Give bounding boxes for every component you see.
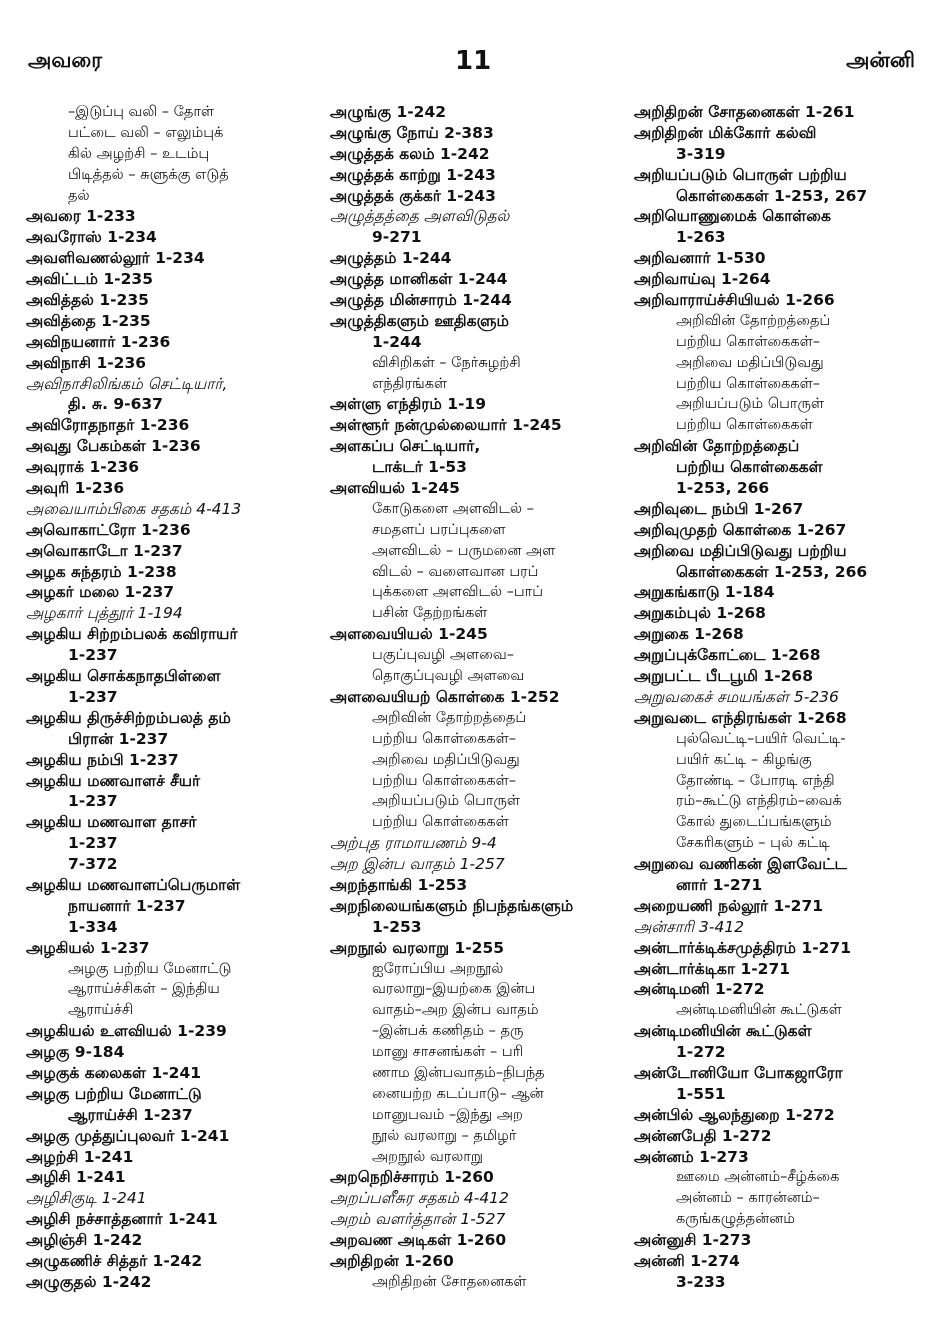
index-subtopics: மானுபவம் –இந்து அற bbox=[372, 1106, 523, 1123]
index-entry: அவொகாட்ரோ 1-236 bbox=[26, 520, 191, 539]
index-subtopics: பயிர் கட்டி – கிழங்கு bbox=[676, 751, 812, 768]
index-column-3 bbox=[634, 102, 926, 1293]
index-entry: அழுங்கு நோய் 2-383 bbox=[330, 123, 494, 142]
index-subtopics: அறிவை மதிப்பிடுவது bbox=[372, 751, 520, 768]
index-entry: அவுரி 1-236 bbox=[26, 479, 125, 498]
index-entry: அற இன்ப வாதம் 1-257 bbox=[330, 855, 505, 874]
index-entry: அறியொணுமைக் கொள்கை bbox=[634, 207, 831, 226]
index-entry-continuation: னார் 1-271 bbox=[676, 875, 763, 894]
index-entry: அறையணி நல்லூர் 1-271 bbox=[634, 896, 824, 915]
index-subtopics: னையற்ற கடப்பாடு– ஆன் bbox=[372, 1085, 544, 1102]
index-subtopics: எந்திரங்கள் bbox=[372, 375, 448, 392]
index-entry: அழகிய சிற்றம்பலக் கவிராயர் bbox=[26, 625, 238, 644]
index-entry-continuation: 3-319 bbox=[676, 144, 726, 163]
index-subtopics: அன்னம் – காரன்னம்– bbox=[676, 1190, 820, 1207]
index-entry: அளவையியல் 1-245 bbox=[330, 625, 488, 644]
index-entry: அறியப்படும் பொருள் பற்றிய bbox=[634, 165, 847, 184]
index-entry: அறிதிறன் மிக்கோர் கல்வி bbox=[634, 123, 817, 142]
index-subtopics: பற்றிய கொள்கைகள்– bbox=[372, 730, 517, 747]
index-entry: அவொகாடோ 1-237 bbox=[26, 541, 183, 560]
index-entry: அவிநாசிலிங்கம் செட்டியார், bbox=[26, 374, 228, 393]
index-entry: அழகிய மணவாளப்பெருமாள் bbox=[26, 875, 241, 894]
index-entry: அறநிலையங்களும் நிபந்தங்களும் bbox=[330, 896, 574, 915]
index-subtopics: கில் அழற்சி – உடம்பு bbox=[68, 145, 210, 162]
index-entry-continuation: 1-244 bbox=[372, 332, 422, 351]
index-subtopics: நூல் வரலாறு – தமிழர் bbox=[372, 1127, 517, 1144]
index-entry-continuation: 1-253, 266 bbox=[676, 479, 770, 498]
index-entry: அழுத்த மின்சாரம் 1-244 bbox=[330, 291, 512, 310]
index-subtopics: கோடுகளை அளவிடல் – bbox=[372, 500, 534, 517]
index-subtopics: பற்றிய கொள்கைகள் bbox=[372, 814, 509, 831]
index-entry: அறநூல் வரலாறு 1-255 bbox=[330, 938, 505, 957]
index-entry: அன்சாரி 3-412 bbox=[634, 917, 745, 936]
index-subtopics: புல்வெட்டி–பயிர் வெட்டி- bbox=[676, 730, 846, 747]
index-entry: அவிரோதநாதர் 1-236 bbox=[26, 416, 190, 435]
index-entry: அவுராக் 1-236 bbox=[26, 458, 140, 477]
index-entry: அறுப்புக்கோட்டை 1-268 bbox=[634, 646, 821, 665]
index-entry: அழிசி 1-241 bbox=[26, 1168, 126, 1187]
index-entry-continuation: 9-271 bbox=[372, 228, 422, 247]
index-entry: அன்டிமனியின் கூட்டுகள் bbox=[634, 1022, 812, 1041]
index-entry: அழகுக் கலைகள் 1-241 bbox=[26, 1063, 202, 1082]
index-entry: அழுகணிச் சித்தர் 1-242 bbox=[26, 1251, 203, 1270]
index-entry: அழுங்கு 1-242 bbox=[330, 103, 447, 121]
index-subtopics: சேகரிகளும் – புல் கட்டி bbox=[676, 835, 830, 852]
index-entry-continuation: 7-372 bbox=[68, 855, 118, 874]
index-entry: அழகிய திருச்சிற்றம்பலத் தம் bbox=[26, 708, 231, 727]
index-subtopics: அறிவை மதிப்பிடுவது bbox=[676, 354, 824, 371]
index-entry: அழற்சி 1-241 bbox=[26, 1147, 134, 1166]
index-entry: அறிவின் தோற்றத்தைப் bbox=[634, 437, 800, 456]
index-entry: அவித்தல் 1-235 bbox=[26, 291, 149, 310]
index-subtopics: ஆராய்ச்சி bbox=[68, 1002, 134, 1019]
index-entry: அவரை 1-233 bbox=[26, 207, 136, 226]
index-entry: அழுத்த மானிகள் 1-244 bbox=[330, 270, 508, 289]
index-entry: அழிசி நச்சாத்தனார் 1-241 bbox=[26, 1210, 218, 1229]
index-entry: அறுவடை எந்திரங்கள் 1-268 bbox=[634, 708, 847, 727]
index-subtopics: பசின் தேற்றங்கள் bbox=[372, 605, 488, 622]
index-subtopics: தல் bbox=[68, 187, 90, 204]
index-subtopics: அறநூல் வரலாறு bbox=[372, 1148, 483, 1165]
index-entry: அழுத்தக் காற்று 1-243 bbox=[330, 165, 496, 184]
index-entry: அவிநாசி 1-236 bbox=[26, 353, 147, 372]
index-subtopics: ஆராய்ச்சிகள் – இந்திய bbox=[68, 981, 220, 998]
index-entry: அறுபட்ட பீடபூமி 1-268 bbox=[634, 667, 813, 686]
index-subtopics: கோல் துடைப்பங்களும் bbox=[676, 814, 832, 831]
index-entry-continuation: 1-237 bbox=[68, 792, 118, 811]
index-entry: அறம் வளர்த்தான் 1-527 bbox=[330, 1210, 506, 1229]
index-entry: அறிதிறன் 1-260 bbox=[330, 1251, 454, 1270]
index-entry: அழுகுதல் 1-242 bbox=[26, 1272, 152, 1291]
index-entry-continuation: 1-272 bbox=[676, 1043, 726, 1062]
index-entry: அழகிய சொக்கநாதபிள்ளை bbox=[26, 667, 221, 686]
index-entry: அழகு முத்துப்புலவர் 1-241 bbox=[26, 1126, 230, 1145]
index-entry-continuation: கொள்கைகள் 1-253, 267 bbox=[676, 186, 868, 205]
index-entry: அறிவாராய்ச்சியியல் 1-266 bbox=[634, 291, 835, 310]
index-entry: அறுகை 1-268 bbox=[634, 625, 744, 644]
index-subtopics: பற்றிய கொள்கைகள்– bbox=[676, 375, 821, 392]
index-entry: அழிஞ்சி 1-242 bbox=[26, 1231, 143, 1250]
index-subtopics: அழகு பற்றிய மேனாட்டு bbox=[68, 960, 232, 977]
index-entry: அறிவனார் 1-530 bbox=[634, 249, 766, 268]
index-entry: அறிவாய்வு 1-264 bbox=[634, 270, 771, 289]
index-subtopics: கருங்கழுத்தன்னம் bbox=[676, 1211, 795, 1228]
index-entry-continuation: தி. சு. 9-637 bbox=[68, 395, 163, 414]
index-subtopics: அறியப்படும் பொருள் bbox=[676, 396, 824, 413]
index-entry: அழகிய மணவாள தாசர் bbox=[26, 813, 197, 832]
index-subtopics: –இன்பக் கணிதம் – தரு bbox=[372, 1023, 524, 1040]
index-subtopics: தோண்டி – போரடி எந்தி bbox=[676, 772, 835, 789]
index-entry: அழகு பற்றிய மேனாட்டு bbox=[26, 1084, 202, 1103]
index-entry: அறுகம்புல் 1-268 bbox=[634, 604, 766, 623]
index-subtopics: ஊமை அன்னம்–சீழ்க்கை bbox=[676, 1169, 840, 1186]
index-entry: அறுகங்காடு 1-184 bbox=[634, 583, 775, 602]
index-entry: அழகியல் 1-237 bbox=[26, 938, 150, 957]
index-subtopics: அறிதிறன் சோதனைகள் bbox=[372, 1273, 527, 1290]
index-entry: அழுத்திகளும் ஊதிகளும் bbox=[330, 311, 509, 330]
index-subtopics: –இடுப்பு வலி – தோள் bbox=[68, 104, 214, 120]
index-entry: அவளிவணல்லூர் 1-234 bbox=[26, 249, 205, 268]
index-entry: அறுவை வணிகன் இளவேட்ட bbox=[634, 855, 847, 874]
index-entry: அறிதிறன் சோதனைகள் 1-261 bbox=[634, 103, 855, 121]
index-entry-continuation: பற்றிய கொள்கைகள் bbox=[676, 458, 823, 477]
index-entry: அவரோஸ் 1-234 bbox=[26, 228, 157, 247]
index-entry-continuation: ஆராய்ச்சி 1-237 bbox=[68, 1105, 193, 1124]
index-subtopics: விசிறிகள் – நேர்சுழற்சி bbox=[372, 354, 521, 371]
index-entry: அற்புத ராமாயணம் 9-4 bbox=[330, 834, 497, 853]
index-entry-continuation: 1-237 bbox=[68, 834, 118, 853]
index-entry: அழுத்தம் 1-244 bbox=[330, 249, 452, 268]
index-entry: அவிநயனார் 1-236 bbox=[26, 332, 171, 351]
index-entry: அன்னுசி 1-273 bbox=[634, 1231, 752, 1250]
index-entry: அளவியல் 1-245 bbox=[330, 479, 460, 498]
index-entry: அழகு 9-184 bbox=[26, 1043, 125, 1062]
index-entry-continuation: 1-237 bbox=[68, 646, 118, 665]
index-subtopics: அளவிடல் – பருமனை அள bbox=[372, 542, 556, 559]
index-entry: அவுது பேகம்கள் 1-236 bbox=[26, 437, 201, 456]
index-entry: அள்ளு எந்திரம் 1-19 bbox=[330, 395, 487, 414]
index-entry-continuation: 1-253 bbox=[372, 917, 422, 936]
index-entry: அறநெறிச்சாரம் 1-260 bbox=[330, 1168, 494, 1187]
running-head-last-entry: அன்னி bbox=[846, 48, 915, 72]
index-entry: அழகார் புத்தூர் 1-194 bbox=[26, 604, 183, 623]
index-entry: அழுத்தக் கலம் 1-242 bbox=[330, 144, 490, 163]
index-subtopics: பட்டை வலி – எலும்புக் bbox=[68, 124, 224, 141]
index-subtopics: பற்றிய கொள்கைகள்– bbox=[372, 772, 517, 789]
page-number: 11 bbox=[455, 46, 492, 76]
index-entry: அழகர் மலை 1-237 bbox=[26, 583, 175, 602]
index-subtopics: அறிவின் தோற்றத்தைப் bbox=[372, 709, 527, 726]
index-subtopics: வரலாறு–இயற்கை இன்ப bbox=[372, 981, 536, 998]
index-subtopics: ஐரோப்பிய அறநூல் bbox=[372, 960, 504, 977]
index-entry: அன்டார்க்டிகா 1-271 bbox=[634, 959, 791, 978]
index-entry: அன்டார்க்டிக்சமுத்திரம் 1-271 bbox=[634, 938, 851, 957]
index-entry: அவித்தை 1-235 bbox=[26, 311, 151, 330]
index-entry: அறப்பளீசுர சதகம் 4-412 bbox=[330, 1189, 509, 1208]
index-entry: அறிவுடை நம்பி 1-267 bbox=[634, 499, 804, 518]
index-entry: அறவண அடிகள் 1-260 bbox=[330, 1231, 507, 1250]
index-entry-continuation: பிரான் 1-237 bbox=[68, 729, 169, 748]
index-subtopics: ணாம இன்பவாதம்–நிபந்த bbox=[372, 1064, 545, 1081]
index-entry-continuation: டாக்டர் 1-53 bbox=[372, 458, 467, 477]
index-entry: அறிவுமுதற் கொள்கை 1-267 bbox=[634, 520, 847, 539]
index-entry: அழகிய நம்பி 1-237 bbox=[26, 750, 179, 769]
index-subtopics: அறிவின் தோற்றத்தைப் bbox=[676, 312, 831, 329]
index-subtopics: அறியப்படும் பொருள் bbox=[372, 793, 520, 810]
index-entry: அன்டிமனி 1-272 bbox=[634, 980, 765, 999]
running-head-first-entry: அவரை bbox=[28, 48, 103, 72]
index-entry-continuation: 1-237 bbox=[68, 687, 118, 706]
index-entry: அன்பில் ஆலந்துறை 1-272 bbox=[634, 1105, 835, 1124]
index-entry-continuation: 1-334 bbox=[68, 917, 118, 936]
index-entry-continuation: நாயனார் 1-237 bbox=[68, 896, 186, 915]
index-entry: அழுத்தக் குக்கர் 1-243 bbox=[330, 186, 496, 205]
index-entry: அறுவகைச் சமயங்கள் 5-236 bbox=[634, 687, 839, 706]
index-entry: அழக சுந்தரம் 1-238 bbox=[26, 562, 177, 581]
index-entry-continuation: 1-551 bbox=[676, 1084, 726, 1103]
index-column-2 bbox=[330, 102, 622, 1293]
index-entry: அழகிய மணவாளச் சீயர் bbox=[26, 771, 201, 790]
index-subtopics: அன்டிமனியின் கூட்டுகள் bbox=[676, 1002, 842, 1019]
index-subtopics: விடல் – வளைவான பரப் bbox=[372, 563, 539, 580]
index-entry: அறந்தாங்கி 1-253 bbox=[330, 875, 468, 894]
index-subtopics: பகுப்புவழி அளவை– bbox=[372, 647, 514, 664]
index-entry: அன்னபேதி 1-272 bbox=[634, 1126, 772, 1145]
index-entry: அன்னி 1-274 bbox=[634, 1251, 740, 1270]
index-column-1 bbox=[26, 102, 316, 1293]
index-subtopics: ரம்–கூட்டு எந்திரம்–வைக் bbox=[676, 793, 842, 810]
index-entry: அழுத்தத்தை அளவிடுதல் bbox=[330, 207, 510, 226]
index-subtopics: மானு சாசனங்கள் – பரி bbox=[372, 1044, 524, 1061]
index-subtopics: பிடித்தல் – சுளுக்கு எடுத் bbox=[68, 166, 229, 183]
index-entry: அறிவை மதிப்பிடுவது பற்றிய bbox=[634, 541, 847, 560]
index-entry: அன்னம் 1-273 bbox=[634, 1147, 749, 1166]
index-entry-continuation: 1-263 bbox=[676, 228, 726, 247]
index-subtopics: தொகுப்புவழி அளவை bbox=[372, 668, 525, 685]
index-entry: அளகப்ப செட்டியார், bbox=[330, 437, 481, 456]
index-subtopics: பற்றிய கொள்கைகள்– bbox=[676, 333, 821, 350]
index-entry: அவிட்டம் 1-235 bbox=[26, 270, 153, 289]
index-entry: அவையாம்பிகை சதகம் 4-413 bbox=[26, 499, 242, 518]
index-entry: அன்டோனியோ போகஜாரோ bbox=[634, 1063, 843, 1082]
index-entry-continuation: 3-233 bbox=[676, 1272, 726, 1291]
index-subtopics: பற்றிய கொள்கைகள் bbox=[676, 417, 813, 434]
index-entry-continuation: கொள்கைகள் 1-253, 266 bbox=[676, 562, 868, 581]
page-header bbox=[0, 46, 939, 86]
index-entry: அழிசிகுடி 1-241 bbox=[26, 1189, 147, 1208]
index-entry: அள்ளூர் நன்முல்லையார் 1-245 bbox=[330, 416, 562, 435]
index-subtopics: புக்களை அளவிடல் –பாப் bbox=[372, 584, 544, 601]
index-subtopics: வாதம்–அற இன்ப வாதம் bbox=[372, 1002, 539, 1019]
index-subtopics: சமதளப் பரப்புகளை bbox=[372, 521, 506, 538]
index-entry: அளவையியற் கொள்கை 1-252 bbox=[330, 687, 560, 706]
index-entry: அழகியல் உளவியல் 1-239 bbox=[26, 1022, 227, 1041]
